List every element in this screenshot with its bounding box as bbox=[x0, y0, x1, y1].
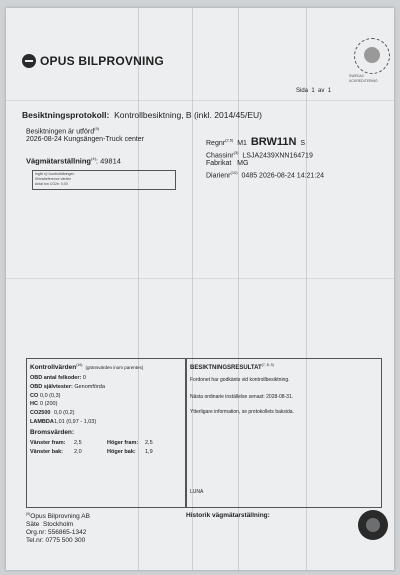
co2500-value: CO2500 0,0 (0,2) bbox=[30, 410, 75, 416]
place-label: Besiktningen är utförd$^{(9)}$ bbox=[26, 126, 99, 136]
brake-left-rear: Vänster bak: 2,0 bbox=[30, 449, 82, 455]
hc-value: HC 0 (200) bbox=[30, 401, 58, 407]
inspection-result-panel bbox=[186, 358, 382, 508]
opus-logo-icon bbox=[22, 54, 36, 68]
page-indicator: Sida 1 av 1 bbox=[296, 88, 332, 94]
company-info: $^{(9)}$Opus Bilprovning AB Säte Stockholm Org.nr: 556865-1342 Tel.nr: 0775 500 300 bbox=[26, 512, 90, 545]
obd-faults: OBD antal felkoder: 0 bbox=[30, 375, 86, 381]
swedac-seal-icon bbox=[354, 38, 390, 74]
control-values-panel bbox=[26, 358, 186, 508]
brand-name: OPUS BILPROVNING bbox=[40, 54, 164, 68]
result-more-info: Ytterligare information, se protokollets baksida. bbox=[190, 409, 294, 415]
result-title: BESIKTNINGSRESULTAT$^{(7, 8, 9)}$ bbox=[190, 363, 274, 371]
place-value: 2026-08-24 Kungsängen-Truck center bbox=[26, 136, 145, 143]
inspection-protocol-document bbox=[6, 8, 394, 570]
inspector-signature: LUNA bbox=[190, 489, 204, 495]
obd-selftests: OBD självtester: Genomförda bbox=[30, 384, 105, 390]
control-values-title: Kontrollvärden$^{(16)}$ (gränsvärden inom parentes) bbox=[30, 363, 144, 371]
make-row: Fabrikat MG bbox=[206, 160, 249, 167]
seal-caption: SWEDAC ACKREDITERING bbox=[349, 74, 378, 83]
brake-right-front: Höger fram: 2,5 bbox=[107, 440, 153, 446]
brake-values-title: Bromsvärden: bbox=[30, 429, 75, 436]
odometer-history-title: Historik vägmätarställning: bbox=[186, 512, 270, 519]
climate-info-box: Ingår ej i kontrolldäringen Klimatreference värden Antal ton CO2e: 0,00 bbox=[32, 170, 176, 190]
regnr-row: Regnr$^{(2,5)}$ M1 BRW11N S bbox=[206, 136, 306, 148]
history-stamp-icon bbox=[358, 510, 388, 540]
protocol-title: Besiktningsprotokoll: Kontrollbesiktning, B (inkl. 2014/45/EU) bbox=[22, 110, 262, 120]
brake-right-rear: Höger bak: 1,9 bbox=[107, 449, 153, 455]
lambda-value: LAMBDA1,01 (0,97 - 1,03) bbox=[30, 419, 97, 425]
diary-row: Diarienr$^{(10)}$ 0485 2026-08-24 14:21:24 bbox=[206, 170, 325, 180]
brand-logo bbox=[22, 54, 164, 68]
result-next-date: Nästa ordinarie inställelse senast: 2028-08-31. bbox=[190, 394, 294, 400]
brake-left-front: Vänster fram: 2,5 bbox=[30, 440, 82, 446]
co-value: CO 0,0 (0,3) bbox=[30, 393, 61, 399]
odometer-reading: Vägmätarställning$^{(4)}$: 49814 bbox=[26, 156, 121, 166]
registration-number: BRW11N bbox=[250, 136, 297, 148]
result-approved: Fordonet har godkänts vid kontrollbesiktning. bbox=[190, 377, 290, 383]
chassis-row: Chassinr$^{(3)}$ LSJA2439XNN164719 bbox=[206, 150, 313, 160]
